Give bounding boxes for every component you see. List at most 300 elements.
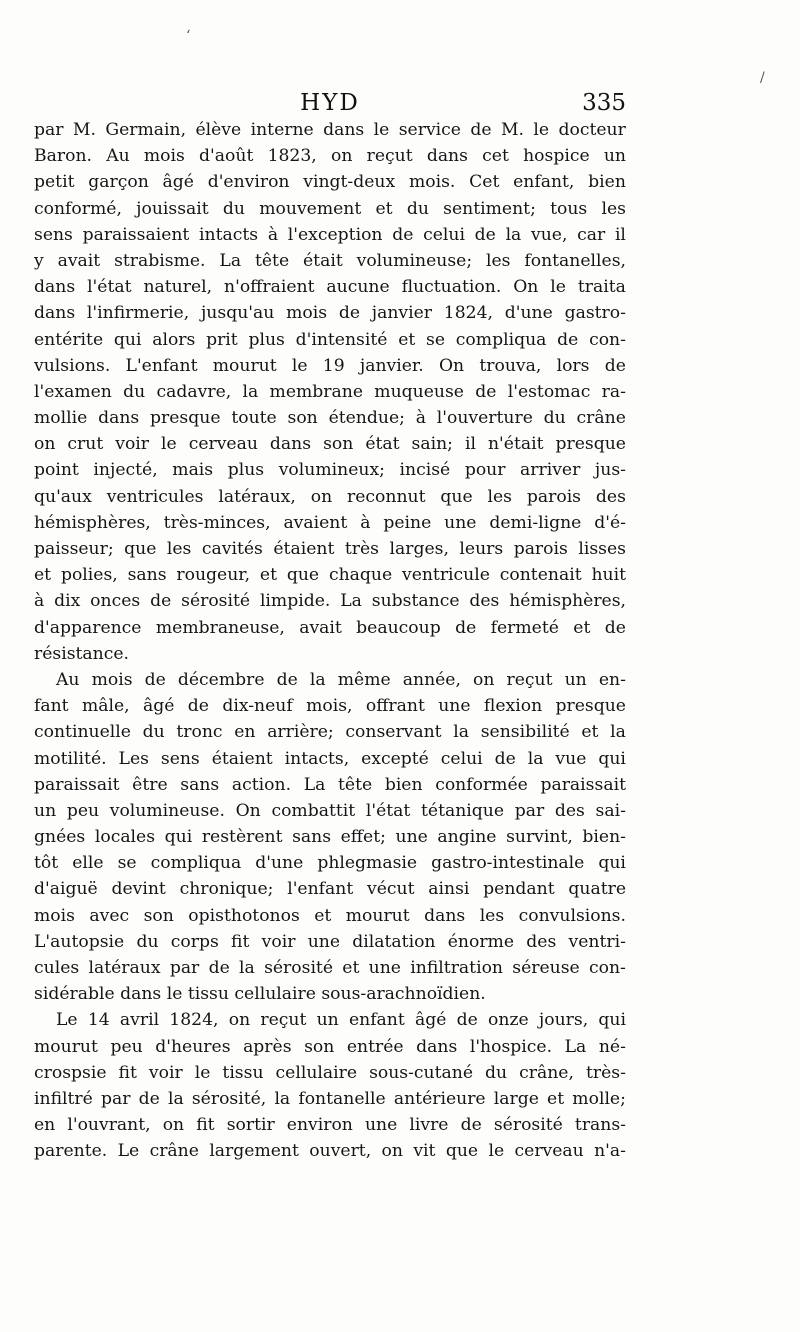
word: d'une — [504, 303, 553, 324]
text-line — [34, 300, 626, 326]
word: qui — [113, 329, 142, 350]
word: année, — [402, 669, 461, 690]
word: de — [604, 617, 626, 638]
word: sans — [292, 827, 332, 848]
word: 19 — [322, 355, 345, 376]
word: sai- — [595, 800, 626, 821]
word: antérieure — [393, 1088, 486, 1109]
word: conservant — [345, 722, 442, 743]
word: 1824, — [169, 1010, 219, 1031]
word: lors — [556, 355, 590, 376]
word: sous-cutané — [369, 1062, 474, 1083]
word: compliqua — [455, 329, 547, 350]
word: mouvement — [259, 198, 362, 219]
word: larges, — [389, 539, 449, 559]
word: des — [595, 486, 626, 507]
word: sérosité — [181, 591, 251, 612]
text-line — [34, 143, 626, 169]
word: le — [533, 120, 550, 140]
word: reçut — [260, 1010, 307, 1031]
word: locales — [94, 827, 156, 848]
word: de — [208, 958, 230, 978]
word: rougeur, — [176, 565, 251, 586]
word: incisé — [399, 460, 451, 481]
word: reçut — [366, 146, 413, 167]
word: sans — [180, 774, 220, 795]
word: que — [286, 565, 320, 586]
word: de — [604, 355, 626, 376]
word: reconnut — [347, 486, 426, 507]
word: les — [486, 250, 511, 271]
word: par — [34, 120, 64, 140]
word: intacts, — [284, 748, 350, 769]
word: et — [573, 617, 591, 638]
word: fit — [196, 1115, 215, 1136]
word: étaient — [273, 539, 335, 559]
word: pendant — [483, 879, 555, 900]
word: naturel, — [143, 277, 213, 298]
text-line — [34, 379, 626, 405]
word: point — [34, 460, 79, 481]
word: reçut — [506, 669, 553, 690]
word: membraneuse, — [155, 617, 285, 638]
word: de — [474, 224, 496, 245]
word: fluctuation. — [401, 277, 502, 298]
word: son — [304, 1036, 335, 1057]
word: ventricules — [106, 486, 204, 507]
text-line — [34, 929, 626, 955]
word: des — [526, 931, 557, 952]
word: de — [494, 748, 516, 769]
word: la — [274, 1088, 291, 1109]
word: paraissait — [540, 774, 626, 795]
word: onces — [90, 591, 141, 612]
word: une — [444, 512, 477, 533]
word: cellulaire — [275, 1062, 358, 1083]
word: à — [34, 591, 45, 612]
word: plus — [227, 460, 265, 481]
word: dans — [416, 1036, 458, 1057]
word: jusqu'au — [200, 303, 275, 324]
word: hémisphères, — [34, 512, 151, 533]
word: avait — [299, 617, 342, 638]
word: crâne — [576, 408, 626, 429]
word: une — [364, 1115, 398, 1136]
word: la — [610, 722, 626, 743]
text-line — [34, 1007, 626, 1033]
word: d'intensité — [295, 329, 388, 350]
text-line — [34, 615, 626, 641]
word: large — [493, 1088, 539, 1109]
word: car — [577, 224, 606, 245]
word: L'enfant — [125, 355, 198, 376]
word: Le — [117, 1141, 140, 1162]
word: On — [513, 277, 539, 298]
word: On — [235, 800, 261, 821]
word: tôt — [34, 853, 59, 874]
word: avec — [89, 905, 130, 926]
word: la — [453, 722, 470, 743]
word: même — [337, 669, 391, 690]
word: par — [169, 958, 200, 978]
word: molle; — [572, 1088, 626, 1109]
word: bien- — [582, 827, 626, 848]
word: sérosité — [264, 958, 334, 978]
word: l'estomac — [507, 381, 591, 402]
word: La — [303, 774, 326, 795]
word: toute — [231, 408, 277, 429]
word: sérosité — [493, 1115, 563, 1136]
word: de — [392, 224, 414, 245]
word: mois — [143, 146, 185, 167]
word: l'ouverture — [436, 408, 533, 429]
word: mourut — [212, 355, 277, 376]
word: offrant — [365, 696, 425, 717]
word: livre — [409, 1115, 449, 1136]
word: le — [488, 1141, 505, 1162]
word: qui — [598, 853, 626, 874]
word: l'infirmerie, — [86, 303, 190, 324]
word: continuelle — [34, 722, 131, 743]
word: d'é- — [594, 512, 626, 533]
word: mourut — [34, 1036, 98, 1057]
word: cet — [482, 146, 509, 167]
word: n'était — [487, 434, 544, 455]
word: avait — [57, 250, 101, 271]
word: l'ouvrant, — [67, 1115, 151, 1136]
word: La — [219, 250, 242, 271]
word: la — [527, 748, 544, 769]
word: et — [581, 722, 599, 743]
word: l'exception — [287, 224, 383, 245]
word: élève — [195, 120, 242, 140]
word: compliqua — [150, 853, 242, 874]
word: le — [161, 434, 177, 455]
word: ouvert, — [309, 1141, 372, 1162]
word: cerveau — [514, 1141, 584, 1162]
word: parente. — [34, 1141, 108, 1162]
word: Germain, — [105, 120, 187, 140]
word: presque — [555, 434, 626, 455]
word: fant — [34, 696, 69, 717]
word: l'enfant — [287, 879, 354, 900]
word: vue, — [531, 224, 568, 245]
word: chronique; — [179, 879, 274, 900]
word: en — [234, 722, 256, 743]
body-text — [34, 117, 626, 1165]
word: petit — [34, 172, 75, 193]
word: sans — [127, 565, 167, 586]
text-line — [34, 798, 626, 824]
word: intacts — [199, 224, 259, 245]
text-line — [34, 1138, 626, 1164]
word: vingt-deux — [303, 172, 396, 193]
word: d'une — [255, 853, 304, 874]
word: largement — [209, 1141, 299, 1162]
word: une — [395, 827, 428, 848]
word: dans — [323, 120, 365, 140]
word: d'apparence — [34, 617, 142, 638]
word: volumineux; — [278, 460, 385, 481]
word: latéraux — [88, 958, 161, 978]
word: n'offraient — [224, 277, 315, 298]
text-line: résistance. — [34, 643, 130, 664]
word: huit — [591, 565, 626, 586]
text-line — [34, 824, 626, 850]
word: service — [398, 120, 461, 140]
word: en — [34, 1115, 56, 1136]
word: un — [564, 669, 587, 690]
word: conformé, — [34, 198, 122, 219]
word: avril — [119, 1010, 160, 1031]
word: et — [259, 565, 278, 586]
text-line — [34, 327, 626, 353]
word: membrane — [269, 381, 363, 402]
word: volumineuse. — [109, 800, 225, 821]
text-line — [34, 484, 626, 510]
word: qu'aux — [34, 486, 92, 507]
word: y — [34, 250, 44, 271]
word: celui — [440, 748, 483, 769]
word: mourut — [345, 905, 410, 926]
word: le — [291, 355, 308, 376]
word: de — [456, 1010, 478, 1031]
word: latéraux, — [218, 486, 296, 507]
word: lisses — [578, 539, 626, 559]
word: volumineuse; — [356, 250, 473, 271]
word: substance — [371, 591, 460, 612]
word: son — [143, 905, 174, 926]
margin-speck: / — [760, 70, 765, 86]
word: sentiment; — [443, 198, 536, 219]
word: très-minces, — [163, 512, 271, 533]
text-line — [34, 588, 626, 614]
word: on — [34, 434, 56, 455]
word: du — [136, 931, 159, 952]
word: du — [123, 381, 146, 402]
word: séreuse — [512, 958, 580, 978]
word: de — [475, 381, 497, 402]
word: vécut — [367, 879, 415, 900]
word: jus- — [594, 460, 626, 481]
word: cules — [34, 958, 80, 978]
word: hémisphères, — [509, 591, 626, 612]
word: du — [142, 722, 165, 743]
word: sensibilité — [480, 722, 570, 743]
word: les — [166, 539, 192, 559]
text-line: sidérable dans le tissu cellulaire sous-arachnoïdien. — [34, 984, 486, 1005]
word: très- — [585, 1062, 626, 1083]
text-line — [34, 1112, 626, 1138]
text-line — [34, 222, 626, 248]
word: du — [406, 198, 429, 219]
word: presque — [555, 696, 626, 717]
word: vit — [413, 1141, 436, 1162]
word: enfant, — [513, 172, 575, 193]
word: d'août — [199, 146, 254, 167]
word: mois. — [408, 172, 456, 193]
word: quatre — [568, 879, 626, 900]
word: avaient — [283, 512, 348, 533]
text-line — [34, 353, 626, 379]
text-line — [34, 1086, 626, 1112]
word: mois — [34, 905, 75, 926]
word: convulsions. — [518, 905, 626, 926]
word: gnées — [34, 827, 86, 848]
word: demi-ligne — [489, 512, 582, 533]
word: janvier. — [359, 355, 424, 376]
word: pour — [464, 460, 506, 481]
text-line — [34, 117, 626, 143]
word: à — [360, 512, 371, 533]
word: il — [464, 434, 476, 455]
word: l'hospice. — [469, 1036, 553, 1057]
word: qui — [598, 1010, 626, 1031]
word: voir — [261, 931, 296, 952]
word: que — [440, 486, 473, 507]
word: fit — [118, 1062, 137, 1083]
word: de — [276, 669, 298, 690]
word: plus — [248, 329, 285, 350]
word: ventricule — [401, 565, 490, 586]
word: à — [415, 408, 426, 429]
word: de — [138, 1088, 160, 1109]
word: janvier — [371, 303, 433, 324]
word: 1824, — [443, 303, 493, 324]
word: mois — [91, 669, 133, 690]
word: vue — [555, 748, 587, 769]
word: tronc — [176, 722, 223, 743]
word: par — [514, 800, 545, 821]
word: devint — [111, 879, 166, 900]
word: dans — [98, 408, 140, 429]
word: étendue; — [328, 408, 405, 429]
word: cadavre, — [156, 381, 232, 402]
word: âgé — [415, 1010, 447, 1031]
word: que — [445, 1141, 479, 1162]
word: vulsions. — [34, 355, 111, 376]
word: le — [550, 277, 566, 298]
word: cavités — [201, 539, 263, 559]
word: dans — [424, 905, 466, 926]
word: on — [228, 1010, 251, 1031]
word: injecté, — [93, 460, 158, 481]
word: crâne, — [519, 1062, 574, 1083]
word: la — [505, 224, 522, 245]
word: peu — [66, 800, 100, 821]
word: gastro- — [564, 303, 626, 324]
word: la — [242, 381, 259, 402]
word: Baron. — [34, 146, 92, 167]
word: entrée — [346, 1036, 404, 1057]
word: tous — [550, 198, 588, 219]
word: et — [314, 905, 332, 926]
word: M. — [500, 120, 525, 140]
word: paraissait — [34, 774, 120, 795]
word: un — [316, 1010, 339, 1031]
word: la — [239, 958, 255, 978]
word: bien — [588, 172, 626, 193]
word: de — [470, 120, 492, 140]
word: Le — [56, 1010, 78, 1031]
text-line — [34, 562, 626, 588]
word: se — [426, 329, 446, 350]
word: trouva, — [479, 355, 542, 376]
word: docteur — [558, 120, 626, 140]
word: un — [603, 146, 626, 167]
word: et — [34, 565, 52, 586]
word: parois — [513, 539, 568, 559]
word: né- — [598, 1036, 626, 1057]
word: par — [100, 1088, 131, 1109]
word: de — [150, 591, 172, 612]
word: fontanelles, — [524, 250, 626, 271]
word: con- — [589, 958, 626, 978]
word: mais — [172, 460, 214, 481]
word: mois — [286, 303, 328, 324]
word: son — [287, 408, 318, 429]
word: après — [243, 1036, 292, 1057]
word: phlegmasie — [317, 853, 418, 874]
word: cerveau — [188, 434, 258, 455]
word: d'aiguë — [34, 879, 98, 900]
word: l'état — [365, 800, 411, 821]
word: ra- — [601, 381, 626, 402]
word: qui — [598, 748, 626, 769]
word: L'autopsie — [34, 931, 125, 952]
word: Les — [118, 748, 149, 769]
word: de — [144, 669, 166, 690]
word: jours, — [538, 1010, 589, 1031]
word: muqueuse — [374, 381, 464, 402]
word: Cet — [469, 172, 500, 193]
word: interne — [250, 120, 314, 140]
word: restèrent — [201, 827, 283, 848]
word: être — [132, 774, 168, 795]
word: dix — [54, 591, 81, 612]
word: arriver — [520, 460, 581, 481]
word: sérosité, — [191, 1088, 267, 1109]
word: parois — [526, 486, 582, 507]
text-line — [34, 536, 626, 562]
word: paraissaient — [82, 224, 190, 245]
word: qui — [164, 827, 193, 848]
word: hospice — [523, 146, 590, 167]
word: on — [310, 486, 333, 507]
word: on — [473, 669, 495, 690]
word: tête — [338, 774, 373, 795]
word: du — [543, 408, 566, 429]
word: que — [124, 539, 157, 559]
word: le — [373, 120, 390, 140]
word: flexion — [483, 696, 543, 717]
word: tétanique — [421, 800, 505, 821]
word: tissu — [222, 1062, 264, 1083]
word: onze — [488, 1010, 529, 1031]
word: de — [455, 617, 477, 638]
word: enfant — [348, 1010, 405, 1031]
word: sain; — [411, 434, 453, 455]
text-line — [34, 169, 626, 195]
text-line — [34, 772, 626, 798]
word: bien — [384, 774, 423, 795]
word: les — [479, 905, 505, 926]
word: son — [323, 434, 354, 455]
word: de — [460, 1115, 482, 1136]
margin-speck: ʻ — [186, 28, 191, 44]
word: l'examen — [34, 381, 112, 402]
word: aucune — [326, 277, 390, 298]
